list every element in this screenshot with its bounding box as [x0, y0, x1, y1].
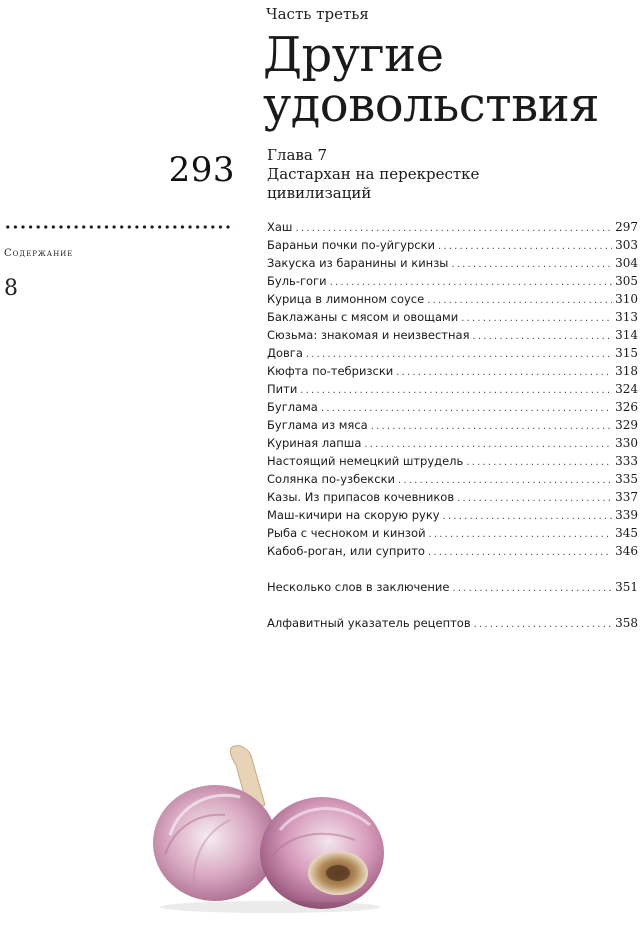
toc-entry-title: Настоящий немецкий штрудель — [267, 454, 464, 468]
toc-entry-page: 346 — [615, 544, 638, 558]
toc-entry-page: 337 — [615, 490, 638, 504]
toc-entry-title: Баклажаны с мясом и овощами — [267, 310, 459, 324]
toc-leader-dots — [452, 580, 612, 598]
toc-entry-page: 297 — [615, 220, 638, 234]
toc-entry[interactable] — [267, 236, 638, 254]
chapter-title-line2: цивилизаций — [267, 184, 372, 202]
toc-entry[interactable] — [267, 308, 638, 326]
toc-leader-dots — [457, 490, 612, 508]
toc-entry-page: 304 — [615, 256, 638, 270]
toc-leader-dots — [473, 328, 613, 346]
toc-entry-title: Буглама — [267, 400, 318, 414]
toc-entry-title: Куриная лапша — [267, 436, 362, 450]
toc-leader-dots — [396, 364, 612, 382]
chapter-page-number: 293 — [168, 150, 235, 190]
page-number: 8 — [4, 276, 18, 301]
toc-entry[interactable] — [267, 380, 638, 398]
chapter-label: Глава 7 — [267, 146, 328, 164]
toc-entry-title: Сюзьма: знакомая и неизвестная — [267, 328, 470, 342]
toc-entry-title: Солянка по-узбекски — [267, 472, 395, 486]
toc-entry-title: Пити — [267, 382, 298, 396]
toc-entry[interactable] — [267, 290, 638, 308]
toc-entry-page: 345 — [615, 526, 638, 540]
toc-entry-title: Казы. Из припасов кочевников — [267, 490, 455, 504]
toc-entry-page: 314 — [615, 328, 638, 342]
toc-leader-dots — [451, 256, 612, 274]
toc-leader-dots — [429, 526, 613, 544]
toc-entry-page: 326 — [615, 400, 638, 414]
toc-entry-title: Алфавитный указатель рецептов — [267, 616, 471, 630]
contents-label: Содержание — [4, 248, 74, 259]
toc-entry-page: 335 — [615, 472, 638, 486]
toc-entry-title: Кабоб-роган, или суприто — [267, 544, 425, 558]
toc-entry-title: Хаш — [267, 220, 293, 234]
part-title — [263, 27, 599, 133]
toc-entry[interactable] — [267, 326, 638, 344]
toc-entry-title: Рыба с чесноком и кинзой — [267, 526, 426, 540]
chapter-heading — [267, 146, 479, 203]
part-title-line1: Другие — [263, 27, 444, 83]
toc-entry-title: Буглама из мяса — [267, 418, 368, 432]
garlic-bulbs-icon — [140, 735, 390, 915]
toc-leader-dots — [443, 508, 613, 526]
toc-entry-page: 310 — [615, 292, 638, 306]
toc-entry-page: 315 — [615, 346, 638, 360]
toc-entry-title: Довга — [267, 346, 303, 360]
toc-entry[interactable] — [267, 218, 638, 236]
toc-entry-index[interactable] — [267, 614, 638, 632]
toc-entry-page: 305 — [615, 274, 638, 288]
toc-entry-page: 330 — [615, 436, 638, 450]
toc-leader-dots — [300, 382, 612, 400]
toc-entry[interactable] — [267, 524, 638, 542]
toc-entry[interactable] — [267, 434, 638, 452]
toc-entry[interactable] — [267, 398, 638, 416]
part-title-line2: удовольствия — [263, 77, 599, 133]
toc-entry-page: 333 — [615, 454, 638, 468]
toc-entry-title: Кюфта по-тебризски — [267, 364, 394, 378]
toc-entry-title: Буль-гоги — [267, 274, 327, 288]
toc-entry[interactable] — [267, 452, 638, 470]
toc-entry[interactable] — [267, 272, 638, 290]
toc-entry-page: 329 — [615, 418, 638, 432]
toc-leader-dots — [461, 310, 612, 328]
toc-entry-page: 339 — [615, 508, 638, 522]
toc-entry-title: Маш-кичири на скорую руку — [267, 508, 440, 522]
toc-spacer — [267, 596, 638, 614]
dotted-rule — [4, 224, 234, 230]
toc-leader-dots — [466, 454, 612, 472]
toc-list — [267, 218, 638, 632]
part-label: Часть третья — [266, 5, 369, 23]
toc-entry-page: 318 — [615, 364, 638, 378]
toc-entry-title: Бараньи почки по-уйгурски — [267, 238, 436, 252]
toc-entry-title: Несколько слов в заключение — [267, 580, 450, 594]
toc-entry[interactable] — [267, 362, 638, 380]
toc-entry[interactable] — [267, 488, 638, 506]
toc-entry[interactable] — [267, 254, 638, 272]
toc-entry-page: 303 — [615, 238, 638, 252]
toc-entry-page: 313 — [615, 310, 638, 324]
toc-entry-closing[interactable] — [267, 578, 638, 596]
toc-entry[interactable] — [267, 470, 638, 488]
toc-leader-dots — [371, 418, 612, 436]
toc-entry-page: 351 — [615, 580, 638, 594]
toc-entry[interactable] — [267, 344, 638, 362]
toc-leader-dots — [428, 544, 612, 562]
toc-entry[interactable] — [267, 416, 638, 434]
toc-entry[interactable] — [267, 542, 638, 560]
toc-entry-title: Закуска из баранины и кинзы — [267, 256, 449, 270]
toc-leader-dots — [438, 238, 612, 256]
toc-spacer — [267, 560, 638, 578]
toc-leader-dots — [474, 616, 612, 634]
toc-entry-page: 324 — [615, 382, 638, 396]
toc-entry[interactable] — [267, 506, 638, 524]
toc-entry-title: Курица в лимонном соусе — [267, 292, 425, 306]
chapter-title-line1: Дастархан на перекрестке — [267, 165, 480, 183]
toc-entry-page: 358 — [615, 616, 638, 630]
